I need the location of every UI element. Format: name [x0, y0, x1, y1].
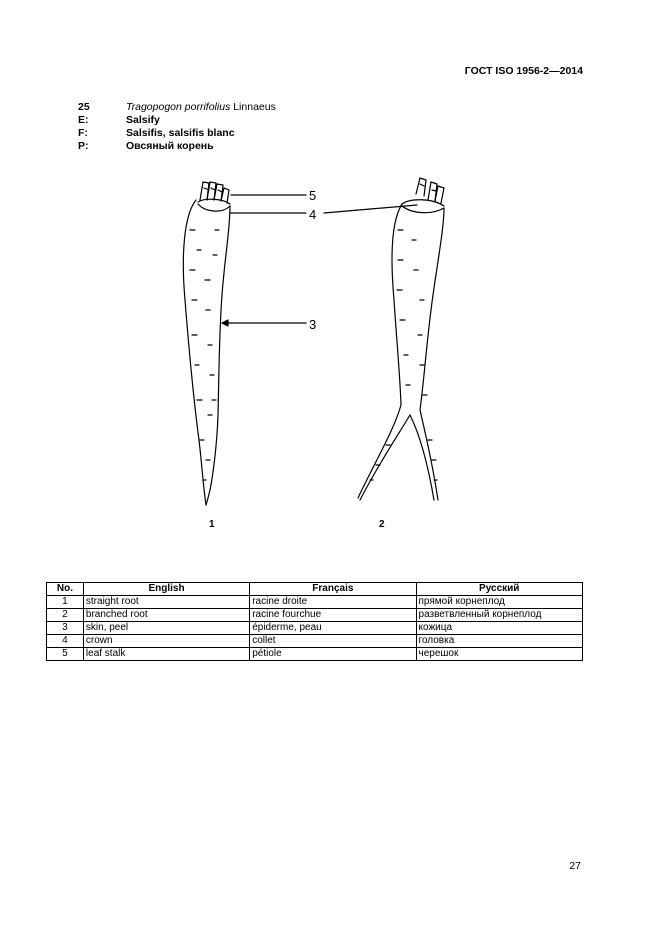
species-author: Linnaeus: [233, 101, 276, 113]
header-russian: Русский: [416, 583, 582, 596]
callout-line-4-root2: [324, 205, 417, 213]
branched-root-drawing: [358, 178, 444, 500]
cell-russian: прямой корнеплод: [416, 596, 582, 609]
cell-russian: кожица: [416, 622, 582, 635]
name-english: Salsify: [126, 114, 160, 126]
cell-french: pétiole: [250, 648, 416, 661]
species-name: Tragopogon porrifolius: [126, 101, 231, 113]
lang-code-p: P:: [78, 140, 89, 152]
table-row: [47, 596, 583, 609]
callout-arrow-3: [222, 320, 228, 326]
table-row: [47, 648, 583, 661]
table-row: [47, 609, 583, 622]
name-french: Salsifis, salsifis blanc: [126, 127, 235, 139]
cell-french: racine droite: [250, 596, 416, 609]
entry-number: 25: [78, 101, 90, 113]
standard-code: ГОСТ ISO 1956-2—2014: [464, 65, 583, 77]
callout-label-4: 4: [309, 207, 317, 222]
cell-french: racine fourchue: [250, 609, 416, 622]
cell-no: 5: [47, 648, 84, 661]
name-russian: Овсяный корень: [126, 140, 214, 152]
cell-english: leaf stalk: [83, 648, 249, 661]
cell-english: crown: [83, 635, 249, 648]
figure-label-2: 2: [379, 519, 385, 530]
cell-russian: черешок: [416, 648, 582, 661]
salsify-figure: [0, 160, 661, 540]
figure-label-1: 1: [209, 519, 215, 530]
lang-code-f: F:: [78, 127, 88, 139]
callout-label-3: 3: [309, 317, 317, 332]
header-english: English: [83, 583, 249, 596]
lang-code-e: E:: [78, 114, 89, 126]
cell-no: 1: [47, 596, 84, 609]
cell-english: straight root: [83, 596, 249, 609]
cell-no: 3: [47, 622, 84, 635]
header-french: Français: [250, 583, 416, 596]
terms-table: [46, 582, 583, 661]
cell-french: épiderme, peau: [250, 622, 416, 635]
species-header: [78, 101, 276, 153]
straight-root-drawing: [183, 182, 230, 505]
page-number: 27: [569, 860, 581, 872]
callout-label-5: 5: [309, 188, 317, 203]
table-row: [47, 622, 583, 635]
cell-russian: разветвленный корнеплод: [416, 609, 582, 622]
cell-no: 2: [47, 609, 84, 622]
salsify-drawing: [0, 160, 661, 540]
cell-english: skin, peel: [83, 622, 249, 635]
table-header-row: [47, 583, 583, 596]
cell-russian: головка: [416, 635, 582, 648]
cell-english: branched root: [83, 609, 249, 622]
header-no: No.: [47, 583, 84, 596]
cell-no: 4: [47, 635, 84, 648]
cell-french: collet: [250, 635, 416, 648]
table-row: [47, 635, 583, 648]
